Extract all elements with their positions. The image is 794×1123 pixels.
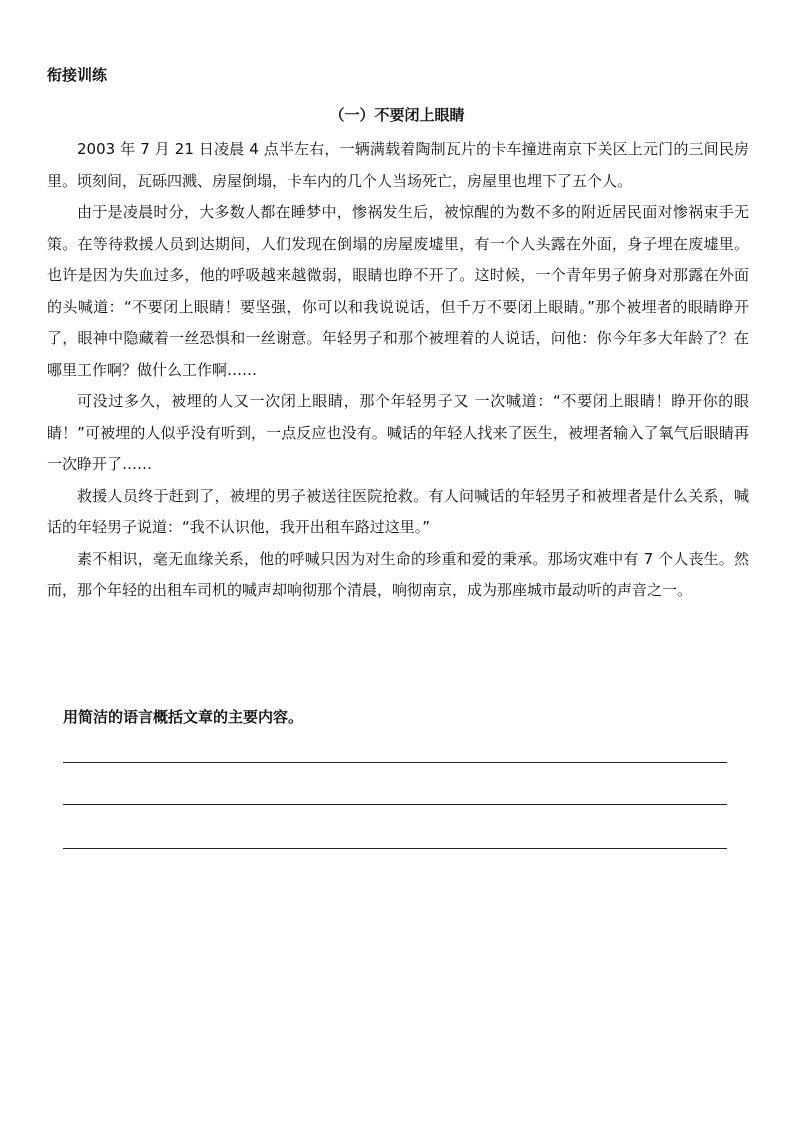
article-title: （一）不要闭上眼睛: [329, 106, 465, 124]
article-paragraph: 救援人员终于赶到了，被埋的男子被送往医院抢救。有人问喊话的年轻男子和被埋者是什么关系，喊话的年轻男子说道：“我不认识他，我开出租车路过这里。”: [47, 486, 749, 536]
answer-line[interactable]: [63, 762, 727, 763]
article-paragraph: 2003 年 7 月 21 日凌晨 4 点半左右，一辆满载着陶制瓦片的卡车撞进南京下关区上元门的三间民房里。顷刻间，瓦砾四溅、房屋倒塌，卡车内的几个人当场死亡，房屋里也埋下了五个人。: [47, 140, 749, 190]
article-paragraph: 可没过多久，被埋的人又一次闭上眼睛，那个年轻男子又 一次喊道：“不要闭上眼睛！睁开你的眼睛！”可被埋的人似乎没有听到，一点反应也没有。喊话的年轻人找来了医生，被埋者输入了氧气后眼睛再一次睁开了……: [47, 392, 749, 473]
question-prompt: 用简洁的语言概括文章的主要内容。: [63, 708, 304, 726]
article-paragraph: 由于是凌晨时分，大多数人都在睡梦中，惨祸发生后，被惊醒的为数不多的附近居民面对惨祸束手无策。在等待救援人员到达期间，人们发现在倒塌的房屋废墟里，有一个人头露在外面，身子埋在废墟里。也许是因为失血过多，他的呼吸越来越微弱，眼睛也睁不开了。这时候，一个青年男子俯身对那露在外面的头喊道：“不要闭上眼睛！要坚强，你可以和我说说话，但千万不要闭上眼睛。”那个被埋者的眼睛睁开了，眼神中隐藏着一丝恐惧和一丝谢意。年轻男子和那个被埋着的人说话，问他：你今年多大年龄了？在哪里工作啊？做什么工作啊……: [47, 203, 749, 379]
answer-line[interactable]: [63, 848, 727, 849]
section-heading: 衔接训练: [47, 66, 108, 84]
article-body: [47, 134, 749, 607]
article-paragraph: 素不相识，毫无血缘关系，他的呼喊只因为对生命的珍重和爱的秉承。那场灾难中有 7 个人丧生。然而，那个年轻的出租车司机的喊声却响彻那个清晨，响彻南京，成为那座城市最动听的声音之一。: [47, 549, 749, 599]
answer-line[interactable]: [63, 804, 727, 805]
